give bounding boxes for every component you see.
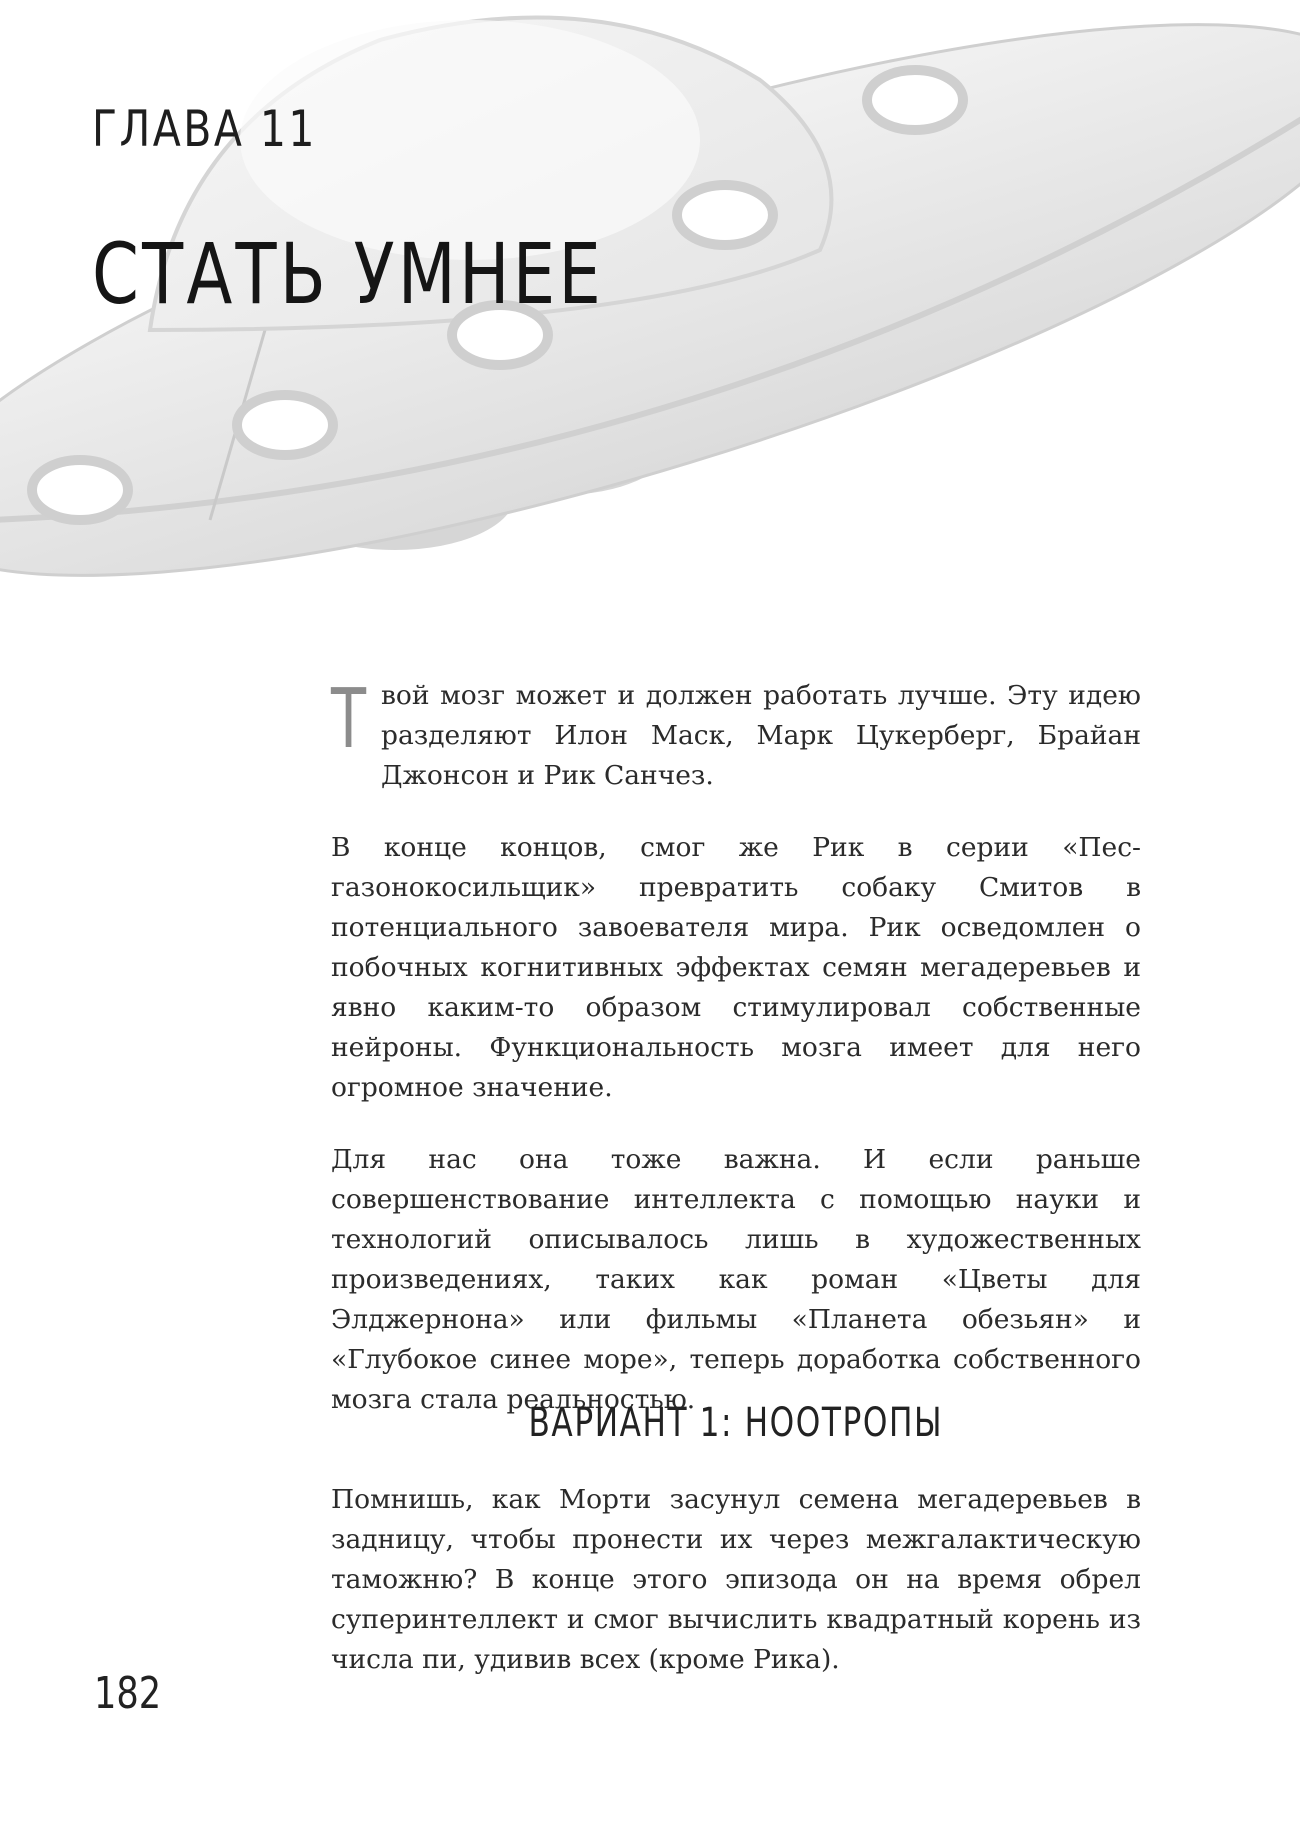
intro-paragraph-1 (331, 672, 1141, 796)
page-number: 182 (94, 1668, 162, 1719)
section-heading-text: ВАРИАНТ 1: НООТРОПЫ (528, 1400, 944, 1446)
section-text (331, 1480, 1141, 1680)
intro-paragraph-2: В конце концов, смог же Рик в серии «Пес-газонокосильщик» превратить собаку Смитов в потенциального завоевателя мира. Рик осведомлен о побочных когнитивных эффектах семян мегадеревьев и явно каким-то образом стимулировал собственные нейроны. Функциональность мозга имеет для него огромное значение. (331, 832, 1141, 1103)
section-paragraph-1: Помнишь, как Морти засунул семена мегадеревьев в задницу, чтобы пронести их через межгалактическую таможню? В конце этого эпизода он на время обрел суперинтеллект и смог вычислить квадратный корень из числа пи, удивив всех (кроме Рика). (331, 1484, 1141, 1675)
chapter-label: ГЛАВА 11 (92, 100, 317, 158)
intro-paragraph-1-text: вой мозг может и должен работать лучше. Эту идею разделяют Илон Маск, Марк Цукерберг, Брайан Джонсон и Рик Санчез. (381, 680, 1141, 791)
dropcap: Т (331, 672, 367, 767)
intro-text (331, 672, 1141, 1452)
chapter-title: СТАТЬ УМНЕЕ (92, 225, 605, 323)
section-heading (331, 1400, 1141, 1446)
intro-paragraph-3: Для нас она тоже важна. И если раньше совершенствование интеллекта с помощью науки и технологий описывалось лишь в художественных произведениях, таких как роман «Цветы для Элджернона» или фильмы «Планета обезьян» и «Глубокое синее море», теперь доработка собственного мозга стала реальностью. (331, 1144, 1141, 1415)
